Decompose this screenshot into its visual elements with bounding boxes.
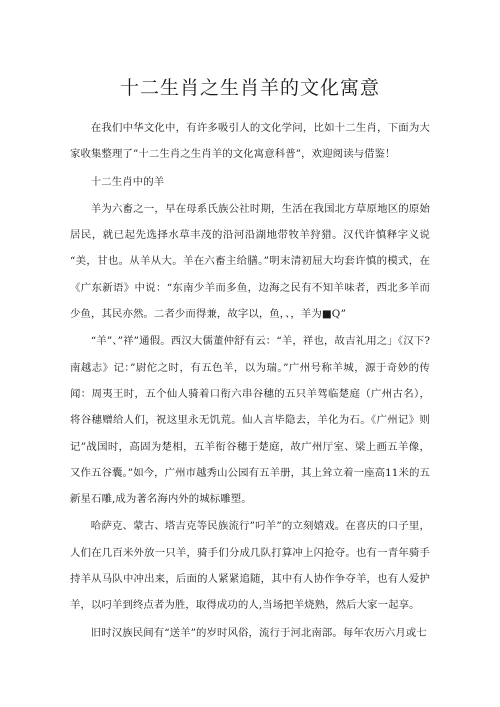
section-heading: 十二生肖中的羊 bbox=[90, 175, 165, 188]
paragraph-diaoyang: 哈萨克、蒙古、塔吉克等民族流行”叼羊”的立刻嬉戏。在喜庆的口子里，人们在几百米外放一只羊，骑手们分成几队打算冲上闪抢夺。也有一青年骑手持羊从马队中冲出来，后面的人紧紧追随，其中有人协作争夺羊，也有人爱护羊，以叼羊到终点者为胜，取得成功的人,当场把羊烧熟，然后大家一起享。 bbox=[70, 520, 430, 612]
paragraph-intro: 在我们中华文化中，有许多吸引人的文化学问，比如十二生肖，下面为大家收集整理了”十二生肖之生肖羊的文化寓意科普”，欢迎阅读与借鉴！ bbox=[70, 122, 430, 161]
paragraph-origin: 羊为六畜之一，早在母系氏族公社时期，生活在我国北方草原地区的原始居民，就已起先选择水草丰茂的沿河沿湖地带牧羊狩猎。汉代许慎释字义说 “美，甘也。从羊从大。羊在六畜主给膳。”明末清初屈大均套许慎的模式，在《广东新语》中说：“东南少羊而多鱼，边海之民有不知羊味者，西北多羊而少鱼，其民亦然。二者少而得兼，故字以，鱼，、，羊为■Q” bbox=[70, 202, 430, 321]
document-body bbox=[70, 115, 430, 646]
paragraph-songyang: 旧时汉族民间有“送羊”的岁时风俗，流行于河北南部。每年农历六月或七 bbox=[90, 626, 427, 639]
document-title: 十二生肖之生肖羊的文化寓意 bbox=[119, 77, 380, 99]
paragraph-auspicious: “羊”、”祥”通假。西汉大儒董仲舒有云：“羊，祥也，故吉礼用之」《汉下?南越志》记：”尉佗之时，有五色羊，以为瑞。”广州号称羊城，源于奇妙的传闻：周夷王时，五个仙人骑着口衔六串谷穗的五只羊驾临楚庭（广州古名），将谷穗赠给人们，祝这里永无饥荒。仙人言毕隐去，羊化为石。《广州记》则记”战国时，高固为楚相，五羊衔谷穗于楚庭，故广州厅室、梁上画五羊像，又作五谷囊。”如今，广州市越秀山公园有五羊册，其上耸立着一座高11米的五新星石雕,成为著名海内外的城标雕塑。 bbox=[70, 335, 430, 506]
